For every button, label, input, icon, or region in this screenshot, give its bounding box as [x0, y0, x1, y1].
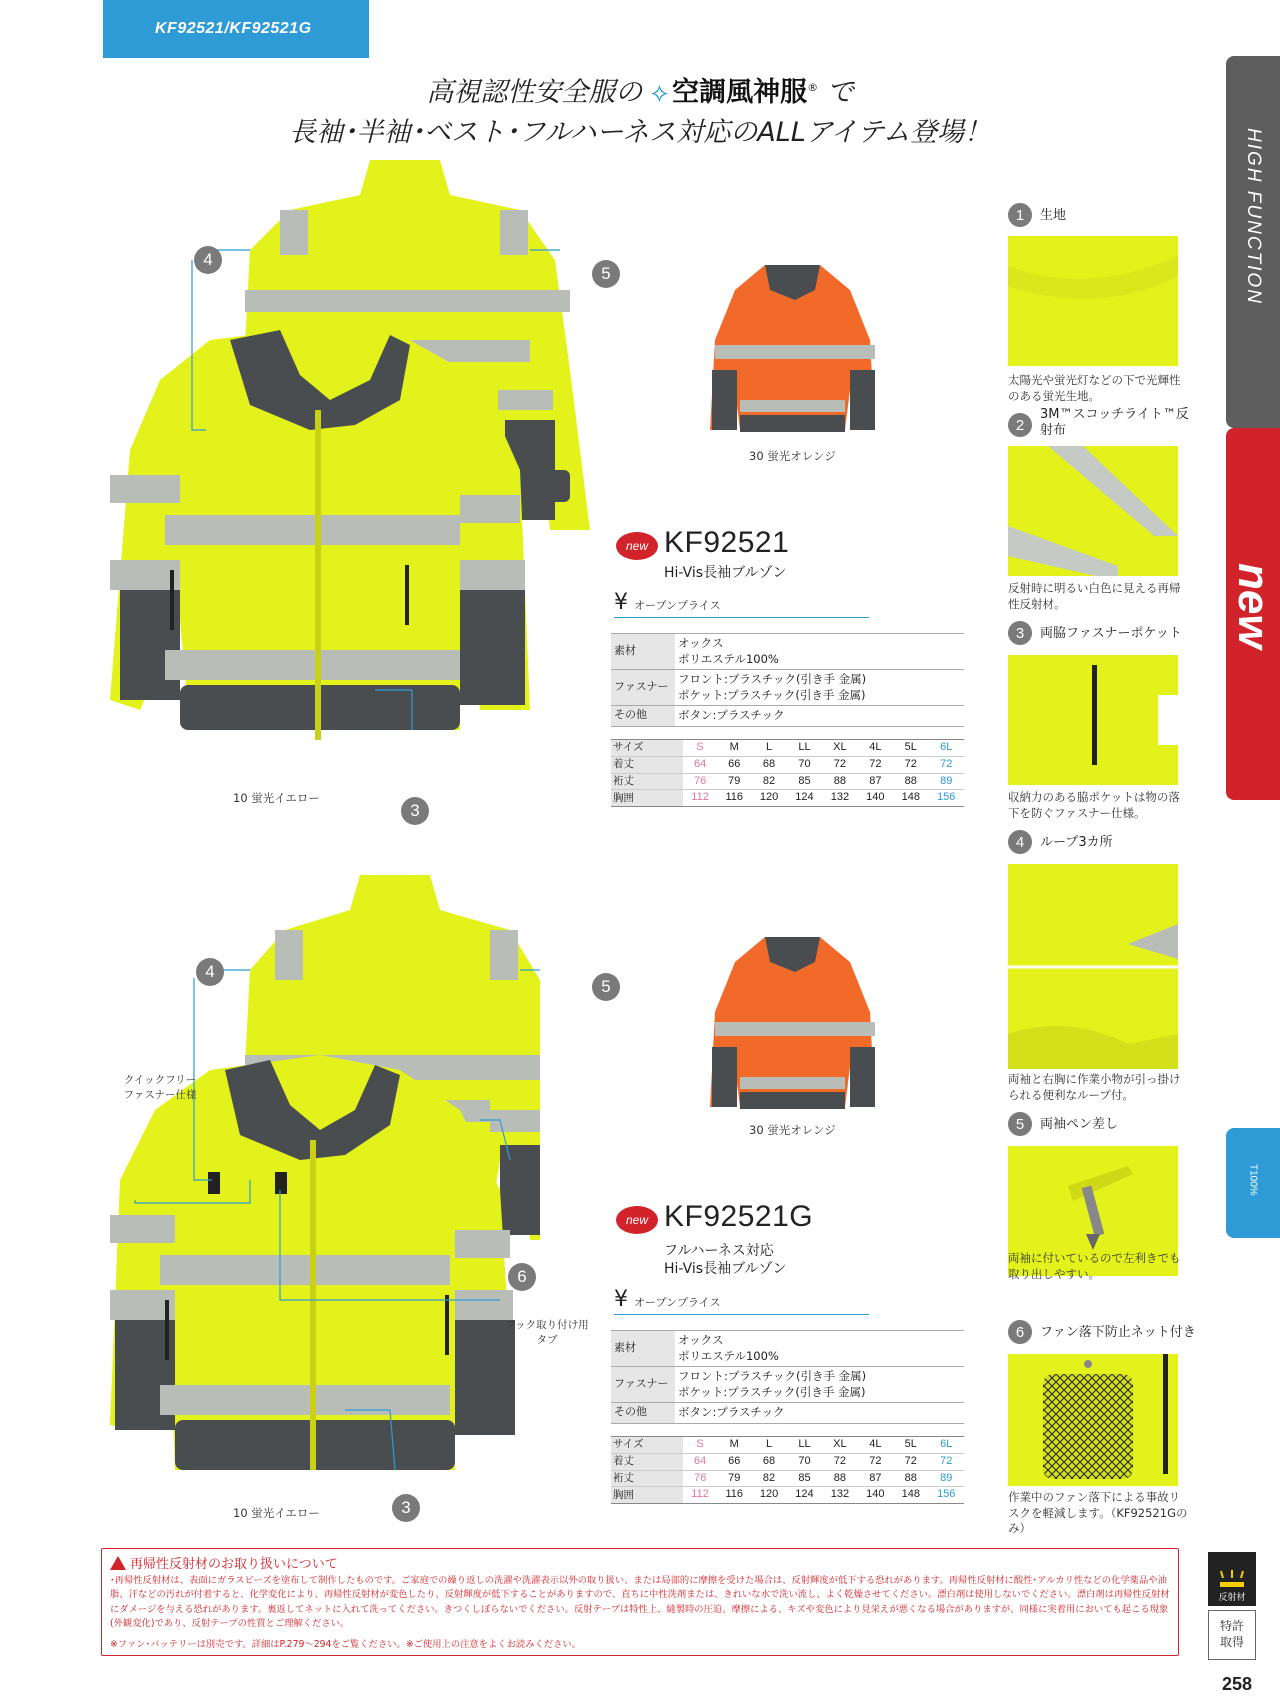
main-color-caption: 10 蛍光イエロー	[233, 1506, 320, 1520]
jacket-main-yellow-1	[100, 150, 620, 790]
size-cell: S	[683, 740, 717, 757]
size-cell: 5L	[893, 1437, 928, 1454]
size-cell: 68	[751, 756, 786, 773]
reflective-rays-icon	[1217, 1568, 1247, 1590]
jacket-orange-2	[710, 932, 880, 1112]
size-cell: 112	[683, 1487, 717, 1504]
feature-title: 3M™スコッチライト™反射布	[1040, 407, 1189, 438]
spec-label: 素材	[611, 1331, 675, 1367]
feature-number: 2	[1008, 413, 1032, 437]
size-cell: 140	[858, 790, 893, 807]
price-row	[614, 1287, 869, 1315]
size-cell: 着丈	[611, 1453, 683, 1470]
callout-3: 3	[401, 797, 429, 825]
spec-line: ポリエステル100%	[678, 651, 779, 666]
model-number-tab: KF92521/KF92521G	[103, 0, 369, 58]
size-cell: 胸囲	[611, 790, 683, 807]
spec-line: ポケット:プラスチック(引き手 金属)	[678, 1384, 866, 1399]
brand-name: 空調風神服	[672, 77, 808, 108]
feature-desc: 反射時に明るい白色に見える再帰性反射材。	[1008, 581, 1181, 611]
spec-value	[675, 1403, 964, 1424]
patent-line: 取得	[1219, 1635, 1244, 1649]
size-cell: 120	[751, 790, 786, 807]
spec-label: ファスナー	[611, 670, 675, 706]
size-cell: 64	[683, 1453, 717, 1470]
jacket-orange-1	[710, 260, 880, 435]
spec-row	[611, 634, 964, 670]
feature-title: ループ3カ所	[1040, 835, 1113, 850]
spec-table-2	[611, 1330, 964, 1424]
size-cell: XL	[822, 1437, 857, 1454]
size-header-row	[611, 740, 964, 757]
size-table-2	[611, 1436, 964, 1504]
hook-tab-note	[497, 1318, 597, 1347]
feature-desc: 収納力のある脇ポケットは物の落下を防ぐファスナー仕様。	[1008, 790, 1180, 820]
spec-table-1	[611, 633, 964, 727]
callout-4: 4	[194, 246, 222, 274]
feature-number: 5	[1008, 1112, 1032, 1136]
feature-title: 生地	[1040, 208, 1067, 223]
size-cell: サイズ	[611, 740, 683, 757]
callout-5: 5	[592, 260, 620, 288]
size-cell: 112	[683, 790, 717, 807]
size-cell: 72	[893, 1453, 928, 1470]
size-cell: 124	[787, 1487, 822, 1504]
quick-free-zipper-note	[105, 1073, 215, 1102]
size-cell: 72	[929, 756, 965, 773]
size-cell: 6L	[929, 740, 965, 757]
callout-5: 5	[592, 973, 620, 1001]
spec-label: 素材	[611, 634, 675, 670]
note-line: タブ	[536, 1333, 558, 1346]
spec-line: ボタン:プラスチック	[678, 708, 785, 723]
feature-image-fabric	[1008, 236, 1178, 366]
size-cell: 76	[683, 1470, 717, 1487]
size-cell: 72	[858, 756, 893, 773]
size-cell: 148	[893, 790, 928, 807]
feature-desc: 太陽光や蛍光灯などの下で光輝性のある蛍光生地。	[1008, 373, 1181, 403]
spec-line: ボタン:プラスチック	[678, 1405, 785, 1420]
size-cell: 72	[858, 1453, 893, 1470]
size-cell: 70	[787, 756, 822, 773]
product-code: KF92521G	[664, 1200, 814, 1233]
feature-desc: 両袖に付いているので左利きでも取り出しやすい。	[1008, 1251, 1181, 1281]
headline-line2: 長袖･半袖･ベスト･フルハーネス対応のALLアイテム登場！	[289, 117, 991, 148]
size-row	[611, 1470, 964, 1487]
size-cell: 89	[929, 1470, 965, 1487]
size-row	[611, 1487, 964, 1504]
page-number: 258	[1222, 1674, 1253, 1694]
size-cell: L	[751, 1437, 786, 1454]
size-cell: LL	[787, 740, 822, 757]
spec-line: オックス	[678, 1333, 724, 1347]
feature-desc: 両袖と右胸に作業小物が引っ掛けられる便利なループ付。	[1008, 1072, 1181, 1102]
spec-row	[611, 670, 964, 706]
size-cell: 64	[683, 756, 717, 773]
size-cell: 148	[893, 1487, 928, 1504]
size-cell: LL	[787, 1437, 822, 1454]
feature-image-loops	[1008, 864, 1178, 1069]
size-cell: 116	[717, 790, 751, 807]
care-notice-footer: ※ファン･バッテリーは別売です。詳細はP.279～294をご覧ください。※ご使用上の注意をよくお読みください。	[110, 1638, 581, 1650]
size-cell: 79	[717, 773, 751, 790]
jacket-front-view	[110, 1055, 515, 1470]
size-cell: 66	[717, 756, 751, 773]
size-cell: 82	[751, 1470, 786, 1487]
feature-title: 両脇ファスナーポケット	[1040, 626, 1182, 641]
product-name: Hi-Vis長袖ブルゾン	[664, 565, 787, 581]
callout-3: 3	[392, 1494, 420, 1522]
feature-image-reflective	[1008, 446, 1178, 576]
product-name-line: Hi-Vis長袖ブルゾン	[664, 1260, 787, 1277]
size-cell: 140	[858, 1487, 893, 1504]
spec-line: フロント:プラスチック(引き手 金属)	[678, 1369, 867, 1384]
spec-row	[611, 1367, 964, 1403]
patent-line: 特許	[1219, 1619, 1244, 1634]
size-cell: 72	[822, 756, 857, 773]
size-cell: 82	[751, 773, 786, 790]
feature-number: 1	[1008, 203, 1032, 227]
spec-row	[611, 1331, 964, 1367]
size-cell: 79	[717, 1470, 751, 1487]
tab-high-function-label: HIGH FUNCTION	[1243, 128, 1264, 305]
size-cell: 66	[717, 1453, 751, 1470]
size-cell: 132	[822, 790, 857, 807]
size-cell: 4L	[858, 1437, 893, 1454]
size-cell: サイズ	[611, 1437, 683, 1454]
spec-value	[675, 1367, 964, 1403]
headline-post: で	[826, 77, 854, 108]
spec-label: その他	[611, 1403, 675, 1424]
price-text: オープンプライス	[634, 599, 721, 612]
jacket-main-yellow-2	[100, 870, 540, 1510]
price-text: オープンプライス	[634, 1296, 721, 1309]
spec-line: ポリエステル100%	[678, 1348, 779, 1363]
size-cell: 76	[683, 773, 717, 790]
main-color-caption: 10 蛍光イエロー	[233, 791, 320, 805]
warning-icon	[110, 1556, 126, 1570]
size-cell: 88	[893, 773, 928, 790]
size-cell: 85	[787, 773, 822, 790]
size-cell: 88	[822, 773, 857, 790]
size-cell: 116	[717, 1487, 751, 1504]
size-row	[611, 790, 964, 807]
care-notice-title	[110, 1553, 1170, 1572]
size-cell: 156	[929, 790, 965, 807]
product-code: KF92521	[664, 526, 790, 559]
size-cell: 裄丈	[611, 773, 683, 790]
size-cell: 88	[893, 1470, 928, 1487]
size-cell: S	[683, 1437, 717, 1454]
size-cell: 着丈	[611, 756, 683, 773]
size-cell: L	[751, 740, 786, 757]
size-cell: M	[717, 740, 751, 757]
spec-value	[675, 670, 964, 706]
size-cell: 5L	[893, 740, 928, 757]
spec-value	[675, 1331, 964, 1367]
size-cell: 87	[858, 1470, 893, 1487]
care-notice-box	[101, 1548, 1179, 1656]
tab-material[interactable]	[1226, 1128, 1280, 1238]
size-cell: 6L	[929, 1437, 965, 1454]
size-cell: 132	[822, 1487, 857, 1504]
note-line: フック取り付け用	[505, 1319, 589, 1331]
spec-row	[611, 1403, 964, 1424]
product-name	[664, 1243, 787, 1278]
price-row	[614, 590, 869, 618]
size-cell: 胸囲	[611, 1487, 683, 1504]
size-row	[611, 1453, 964, 1470]
size-cell: 120	[751, 1487, 786, 1504]
yen-symbol: ¥	[614, 1287, 628, 1312]
spec-row	[611, 706, 964, 727]
spec-label: ファスナー	[611, 1367, 675, 1403]
tab-high-function[interactable]	[1226, 56, 1280, 428]
size-header-row	[611, 1437, 964, 1454]
headline-line1	[200, 70, 1080, 109]
size-cell: 72	[893, 756, 928, 773]
feature-title: 両袖ペン差し	[1040, 1117, 1119, 1132]
product-name-line: フルハーネス対応	[664, 1243, 774, 1259]
size-row	[611, 756, 964, 773]
fan-wind-logo-icon: ⟡	[650, 78, 669, 108]
tab-new-label: new	[1229, 563, 1278, 649]
spec-line: オックス	[678, 636, 724, 650]
reflective-material-label: 反射材	[1218, 1593, 1246, 1603]
size-cell: 68	[751, 1453, 786, 1470]
spec-line: ポケット:プラスチック(引き手 金属)	[678, 687, 866, 702]
size-row	[611, 773, 964, 790]
feature-desc: 作業中のファン落下による事故リスクを軽減します。（KF92521Gのみ）	[1008, 1490, 1188, 1536]
size-cell: 72	[822, 1453, 857, 1470]
size-cell: 裄丈	[611, 1470, 683, 1487]
jacket-front-view	[110, 325, 530, 740]
size-cell: 85	[787, 1470, 822, 1487]
alt-color-caption: 30 蛍光オレンジ	[749, 1123, 836, 1137]
tab-new[interactable]	[1226, 428, 1280, 800]
size-cell: M	[717, 1437, 751, 1454]
size-cell: 72	[929, 1453, 965, 1470]
size-cell: 88	[822, 1470, 857, 1487]
headline-pre: 高視認性安全服の	[426, 77, 643, 108]
yen-symbol: ¥	[614, 590, 628, 615]
new-badge: new	[616, 532, 658, 560]
spec-value	[675, 634, 964, 670]
feature-number: 4	[1008, 830, 1032, 854]
note-line: クイックフリー	[123, 1074, 197, 1086]
feature-number: 3	[1008, 621, 1032, 645]
tab-material-label: T100%	[1247, 1164, 1259, 1196]
spec-line: フロント:プラスチック(引き手 金属)	[678, 672, 867, 687]
size-table-1	[611, 739, 964, 807]
feature-image-pocket	[1008, 655, 1178, 785]
feature-image-fan-net	[1008, 1354, 1178, 1486]
size-cell: 87	[858, 773, 893, 790]
spec-label: その他	[611, 706, 675, 727]
alt-color-caption: 30 蛍光オレンジ	[749, 449, 836, 463]
callout-4: 4	[196, 958, 224, 986]
feature-number: 6	[1008, 1320, 1032, 1344]
spec-value	[675, 706, 964, 727]
size-cell: 89	[929, 773, 965, 790]
size-cell: 124	[787, 790, 822, 807]
size-cell: XL	[822, 740, 857, 757]
care-notice-title-text: 再帰性反射材のお取り扱いについて	[130, 1557, 338, 1572]
size-cell: 70	[787, 1453, 822, 1470]
care-notice-body: ･再帰性反射材は、表面にガラスビーズを塗布して制作したものです。ご家庭での繰り返しの洗濯や洗濯表示以外の取り扱い、または局部的に摩擦を受けた場合は、反射輝度が低下する恐れがあります。再帰性反射材に酸性･アルカリ性などの化学薬品や油脂、汗などの汚れが付着すると、化学変化により、再帰性反射材が変色したり、反射輝度が低下することがありますので、直ちに中性洗剤または、きれいな水で洗い流し、よく乾燥させてください。漂白剤は使用しないでください。漂白剤は再帰性反射材にダメージを与える恐れがあります。裏返してネットに入れて洗ってください。きつくしぼらないでください。反射テープは特性上、縫製時の圧迫、摩擦による、キズや変色により見栄えが悪くなる場合がありますが、同様に実着用においても起こる現象(外観変化)であり、反射テープの性質とご理解ください。	[110, 1575, 1170, 1630]
registered-mark: ®	[807, 81, 819, 94]
size-cell: 4L	[858, 740, 893, 757]
feature-title: ファン落下防止ネット付き	[1040, 1325, 1196, 1340]
size-cell: 156	[929, 1487, 965, 1504]
note-line: ファスナー仕様	[123, 1088, 197, 1101]
patent-badge	[1208, 1610, 1256, 1660]
callout-6: 6	[508, 1263, 536, 1291]
new-badge: new	[616, 1206, 658, 1234]
reflective-material-icon	[1208, 1552, 1256, 1606]
